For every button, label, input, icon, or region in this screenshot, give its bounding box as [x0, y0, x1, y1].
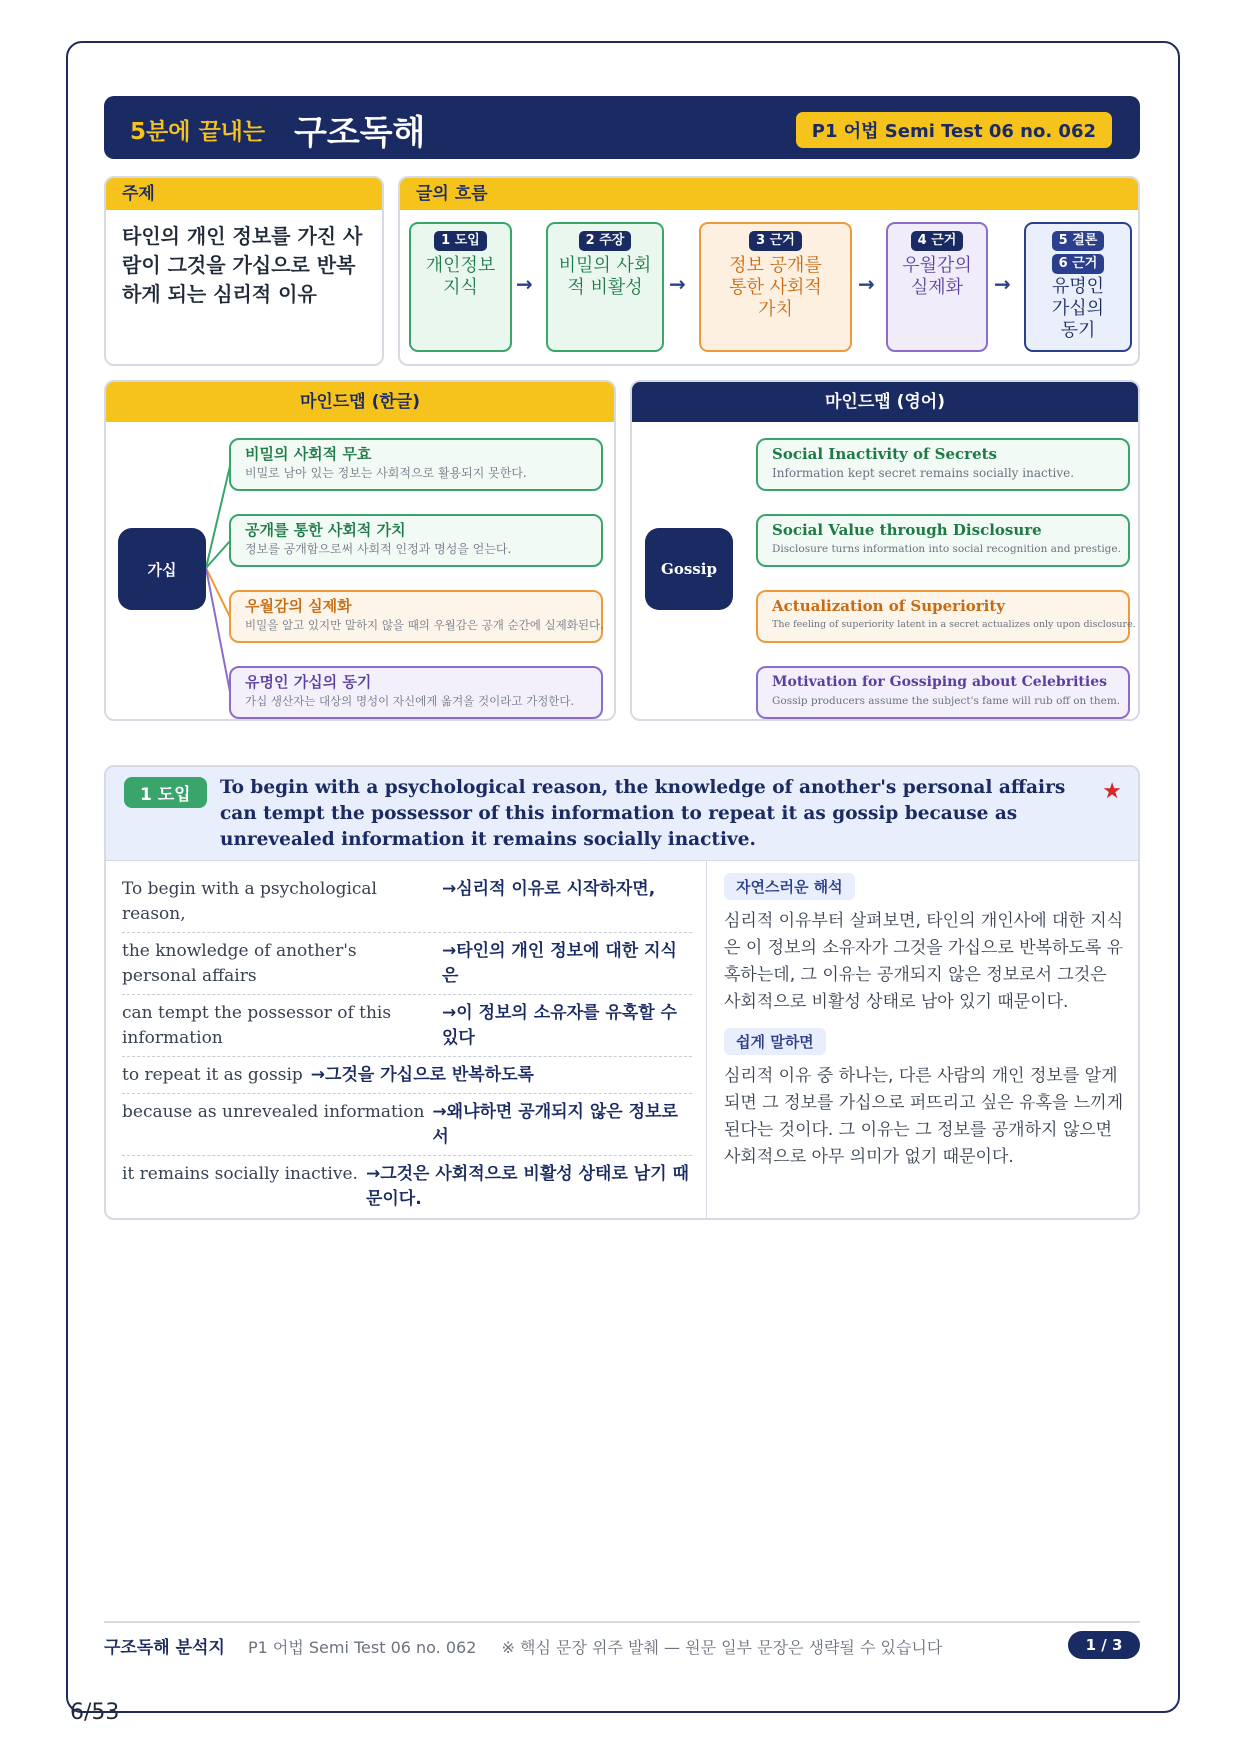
chunk-row — [122, 1094, 692, 1156]
footer — [104, 1633, 942, 1658]
flow-step-label: 유명인 가십의 동기 — [1051, 276, 1105, 341]
chunk-english: can tempt the possessor of this information — [122, 1003, 392, 1048]
branch-desc: 가십 생산자는 대상의 명성이 자신에게 옮겨올 것이라고 가정한다. — [245, 694, 575, 708]
mindmap-en-branch — [756, 438, 1130, 491]
test-badge: P1 어법 Semi Test 06 no. 062 — [796, 112, 1112, 148]
mindmap-en-branch — [756, 514, 1130, 567]
brand-label: 5분에 끝내는 — [130, 119, 266, 145]
flow-step-tag: 3 근거 — [749, 231, 802, 251]
branch-desc: 비밀을 알고 있지만 말하지 않을 때의 우월감은 공개 순간에 실제화된다. — [245, 618, 604, 632]
branch-desc: Information kept secret remains socially inactive. — [772, 466, 1075, 480]
topic-heading: 주제 — [106, 178, 382, 210]
chunk-row — [122, 995, 692, 1057]
chunk-english: To begin with a psychological reason, — [122, 879, 377, 924]
flow-arrow: → — [994, 272, 1011, 296]
key-sentence: To begin with a psychological reason, the knowledge of another's personal affairs can tempt the possessor of this information to repeat it as gossip because as unrevealed information it remains socially inactive. — [220, 777, 1066, 850]
mindmap-ko-branch — [229, 438, 603, 491]
mindmap-ko-branch — [229, 666, 603, 719]
translation-column — [724, 873, 1124, 1183]
mindmap-ko-center: 가십 — [118, 528, 206, 610]
chunk-english: to repeat it as gossip — [122, 1065, 303, 1085]
branch-desc: Disclosure turns information into social recognition and prestige. — [772, 543, 1121, 555]
easy-explanation-text: 심리적 이유 중 하나는, 다른 사람의 개인 정보를 알게 되면 그 정보를 가십으로 퍼뜨리고 싶은 유혹을 느끼게 된다는 것이다. 그 이유는 그 정보를 공개하지 않으면 사회적으로 아무 의미가 없기 때문이다. — [724, 1066, 1124, 1167]
section-tag: 1 도입 — [124, 777, 207, 808]
mindmap-en-heading: 마인드맵 (영어) — [632, 382, 1138, 422]
branch-title: Social Inactivity of Secrets — [772, 445, 997, 463]
column-divider — [706, 860, 707, 1220]
footer-meta: P1 어법 Semi Test 06 no. 062 — [247, 1638, 477, 1657]
mindmap-en-center: Gossip — [645, 528, 733, 610]
chunk-row — [122, 871, 692, 933]
flow-step-tag: 2 주장 — [579, 231, 632, 251]
chunk-korean: →그것은 사회적으로 비활성 상태로 남기 때문이다. — [365, 1164, 689, 1209]
flow-step-label: 정보 공개를 통한 사회적 가치 — [729, 255, 822, 320]
branch-desc: 정보를 공개함으로써 사회적 인정과 명성을 얻는다. — [245, 542, 512, 556]
branch-desc: Gossip producers assume the subject's fame will rub off on them. — [772, 695, 1121, 707]
branch-title: 유명인 가십의 동기 — [245, 673, 372, 691]
chunk-korean: →심리적 이유로 시작하자면, — [442, 879, 656, 899]
mindmap-en-branch — [756, 590, 1136, 643]
branch-title: 우월감의 실제화 — [245, 597, 352, 615]
branch-title: 비밀의 사회적 무효 — [245, 445, 372, 463]
flow-step-tag: 1 도입 — [434, 231, 487, 251]
footer-brand: 구조독해 분석지 — [104, 1638, 225, 1658]
branch-title: Motivation for Gossiping about Celebrities — [772, 674, 1107, 690]
flow-step-label: 개인정보 지식 — [425, 255, 496, 298]
natural-translation-text: 심리적 이유부터 살펴보면, 타인의 개인사에 대한 지식은 이 정보의 소유자가 그것을 가십으로 반복하도록 유혹하는데, 그 이유는 공개되지 않은 정보로서 그것은 사회적으로 비활성 상태로 남아 있기 때문이다. — [724, 911, 1124, 1012]
natural-translation-label: 자연스러운 해석 — [724, 873, 855, 900]
branch-desc: 비밀로 남아 있는 정보는 사회적으로 활용되지 못한다. — [245, 466, 527, 480]
chunk-korean: →이 정보의 소유자를 유혹할 수 있다 — [442, 1003, 677, 1048]
sentence-header — [106, 767, 1138, 861]
flow-heading: 글의 흐름 — [400, 178, 1138, 210]
easy-explanation-label: 쉽게 말하면 — [724, 1028, 826, 1055]
chunk-row — [122, 1057, 692, 1094]
mindmap-ko-branch — [229, 514, 603, 567]
footer-divider — [104, 1621, 1140, 1623]
flow-step-label: 우월감의 실제화 — [902, 255, 972, 298]
flow-step-label: 비밀의 사회적 비활성 — [558, 255, 652, 298]
chunk-korean: →왜냐하면 공개되지 않은 정보로서 — [432, 1102, 678, 1147]
chunk-row — [122, 933, 692, 995]
footer-note: ※ 핵심 문장 위주 발췌 — 원문 일부 문장은 생략될 수 있습니다 — [501, 1638, 943, 1657]
document-page-counter: 6/53 — [70, 1700, 120, 1725]
flow-step-tag-secondary: 6 근거 — [1052, 254, 1105, 274]
mindmap-en-branch — [756, 666, 1130, 719]
page-title: 구조독해 — [294, 113, 426, 153]
sentence-analysis-section — [104, 765, 1140, 1220]
topic-text: 타인의 개인 정보를 가진 사람이 그것을 가십으로 반복하게 되는 심리적 이유 — [122, 224, 363, 306]
flow-arrow: → — [516, 272, 533, 296]
flow-arrow: → — [858, 272, 875, 296]
chunk-english: the knowledge of another's personal affairs — [122, 941, 357, 986]
page-indicator: 1 / 3 — [1068, 1631, 1140, 1659]
branch-title: Social Value through Disclosure — [772, 521, 1042, 539]
flow-step-tag: 4 근거 — [911, 231, 964, 251]
chunk-korean: →그것을 가십으로 반복하도록 — [310, 1065, 534, 1085]
chunk-row — [122, 1156, 692, 1217]
flow-arrow: → — [669, 272, 686, 296]
branch-title: Actualization of Superiority — [772, 597, 1006, 615]
branch-desc: The feeling of superiority latent in a secret actualizes only upon disclosure. — [772, 619, 1136, 630]
mindmap-ko-branch — [229, 590, 603, 643]
chunk-table — [122, 871, 692, 1217]
chunk-english: because as unrevealed information — [122, 1102, 425, 1122]
chunk-english: it remains socially inactive. — [122, 1164, 358, 1184]
branch-title: 공개를 통한 사회적 가치 — [245, 521, 406, 539]
chunk-korean: →타인의 개인 정보에 대한 지식은 — [442, 941, 677, 986]
star-icon: ★ — [1102, 779, 1122, 804]
flow-step-tag: 5 결론 — [1052, 231, 1105, 251]
mindmap-ko-heading: 마인드맵 (한글) — [106, 382, 614, 422]
